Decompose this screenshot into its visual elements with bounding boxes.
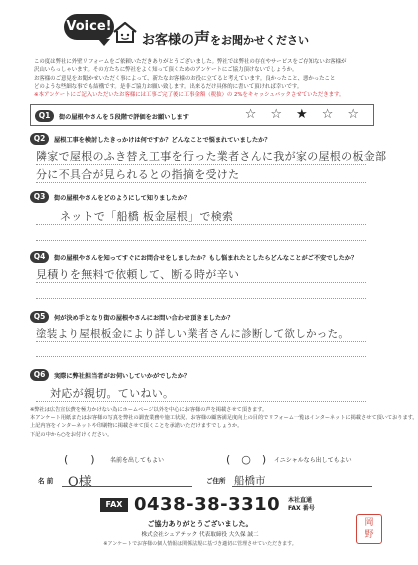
q6-answer-line-1: 対応が親切。ていねい。 [50, 387, 175, 400]
answer-line [36, 240, 366, 241]
star-2-icon[interactable]: ☆ [270, 107, 283, 122]
q1-question: 街の屋根やさんを５段階で評価をお願いします [59, 113, 189, 121]
answer-line [36, 298, 366, 299]
footer-notes [30, 406, 418, 439]
star-1-icon[interactable]: ☆ [244, 107, 257, 122]
intro-line: お客様のご意見をお聞かせいただく事によって、新たなお客様のお役に立てると考えています。良かったこと、悪かったこと [34, 75, 336, 82]
footer-note-line: ※弊社は広告宣伝費を極力かけない為にホームページ以外を中心にお客様の声を掲載させて頂きます。 [30, 407, 268, 413]
star-4-icon[interactable]: ☆ [321, 107, 334, 122]
intro-text [34, 58, 374, 99]
title-suffix: をお聞かせください [210, 34, 310, 47]
answer-line [36, 182, 366, 183]
address-label: ご住所 [206, 477, 226, 485]
q3-badge: Q3 [30, 191, 49, 203]
q2-block [30, 132, 387, 190]
footer-note-line: 本アンケート用紙またはお客様の写真を弊社の調査業務や施工状況、お客様の顧客満足度向上の目的でリフォーム一覧はインターネットに掲載させて頂いております。 [30, 415, 418, 422]
q2-answer-line-1: 隣家で屋根のふき替え工事を行った業者さんに我が家の屋根の板金部 [36, 150, 387, 163]
option-2-choice[interactable]: ( ○ ) [226, 453, 267, 466]
fax-number: 0438-38-3310 [134, 494, 281, 515]
intro-line: 沢山いらっしゃいます。その方たちに弊社をよく知って頂くためのアンケートにご協力頂けないでしょうか。 [34, 67, 298, 74]
q5-question: 何が決め手となり街の屋根やさんにお問い合わせ頂きましたか？ [54, 314, 234, 322]
name-underline [62, 486, 192, 487]
q2-question: 屋根工事を検討したきっかけは何ですか？どんなことで悩まれていましたか？ [54, 136, 271, 144]
option-1-choice[interactable]: ( ) [64, 453, 95, 466]
house-icon [112, 20, 138, 44]
answer-line [36, 224, 366, 225]
voice-bubble: Voice! [64, 14, 114, 40]
seal-stamp [356, 514, 382, 544]
fax-note [288, 497, 315, 512]
q5-badge: Q5 [30, 311, 49, 323]
cashback-note: ※本アンケートにご記入いただいたお客様には工事ご完了後に工事金額（税抜）の 2%をキャッシュバックさせていただきます。 [34, 92, 345, 99]
company-info: 株式会社シェアテック 代表取締役 大久保 誠二 [141, 532, 259, 538]
title-big: 声 [194, 29, 211, 48]
stamp-line-1: 岡 [364, 518, 374, 528]
q2-badge: Q2 [30, 133, 49, 145]
intro-line: どのような些細な事でも結構です。是非ご協力お願い致します。出来るだけ具体的に書いて頂ければ幸いです。 [34, 83, 303, 90]
q5-answer-line-1: 塗装より屋根板金により詳しい業者さんに診断して欲しかった。 [36, 328, 350, 340]
q3-answer-line-1: ネットで「船橋 板金屋根」で検索 [60, 210, 234, 223]
q4-question: 街の屋根やさんを知ってすぐにお問合せをしましたか？もし悩まれたとしたらどんなことがご不安でしたか？ [54, 254, 358, 262]
title-prefix: お客様の [142, 33, 195, 48]
q6-block [30, 368, 374, 406]
star-rating[interactable] [245, 108, 359, 122]
intro-line: この度は弊社に外壁リフォームをご依頼いただきありがとうございました。弊社では弊社の存在やサービスをご存知ないお客様が [34, 59, 347, 65]
page-title [142, 26, 309, 49]
name-label: 名 前 [38, 477, 54, 485]
answer-line [36, 401, 366, 402]
footer-note-line: 下記の中から○をお付けください。 [30, 431, 113, 438]
q4-answer-line-1: 見積りを無料で依頼して、断る時が辛い [36, 268, 240, 281]
star-3-icon[interactable]: ★ [296, 107, 308, 122]
q6-question: 実際に弊社担当者がお伺いしていかがでしたか？ [54, 372, 191, 380]
stamp-line-2: 野 [364, 530, 374, 540]
address-value[interactable]: 船橋市 [234, 475, 266, 487]
fax-tag: FAX [100, 498, 128, 512]
star-5-icon[interactable]: ☆ [347, 107, 359, 122]
option-1-label: 名前を出してもよい [110, 457, 165, 464]
fax-note-line-1: 本社直通 [288, 497, 313, 504]
q6-badge: Q6 [30, 369, 49, 381]
q4-badge: Q4 [30, 251, 49, 263]
fax-block [100, 494, 340, 516]
q5-block [30, 310, 374, 364]
answer-line [36, 356, 366, 357]
q3-question: 街の屋根やさんをどのようにして知りましたか？ [54, 194, 191, 202]
answer-line [36, 164, 366, 165]
q2-answer-line-2: 分に不具合が見られるとの指摘を受けた [36, 168, 240, 181]
q1-rating-box [30, 104, 374, 126]
option-2-label: イニシャルなら出してもよい [274, 457, 352, 464]
address-underline [232, 486, 372, 487]
answer-line [36, 341, 366, 342]
privacy-note: ※アンケートでお客様の個人情報は関係法規に基づき適切に管理させていただきます。 [103, 541, 297, 547]
q4-block [30, 250, 374, 306]
header [0, 0, 400, 58]
name-value[interactable]: O様 [68, 475, 92, 490]
thanks-message: ご協力ありがとうございました。 [147, 520, 253, 528]
answer-line [36, 282, 366, 283]
footer-note-line: 上記内容をインターネットや印刷物に掲載させて頂くことを承諾いただけますでしょうか。 [30, 423, 243, 430]
q3-block [30, 190, 374, 248]
q1-badge: Q1 [35, 110, 54, 122]
customer-fields [30, 470, 374, 488]
name-disclosure-options [30, 451, 374, 465]
fax-note-line-2: FAX 番号 [288, 504, 315, 512]
